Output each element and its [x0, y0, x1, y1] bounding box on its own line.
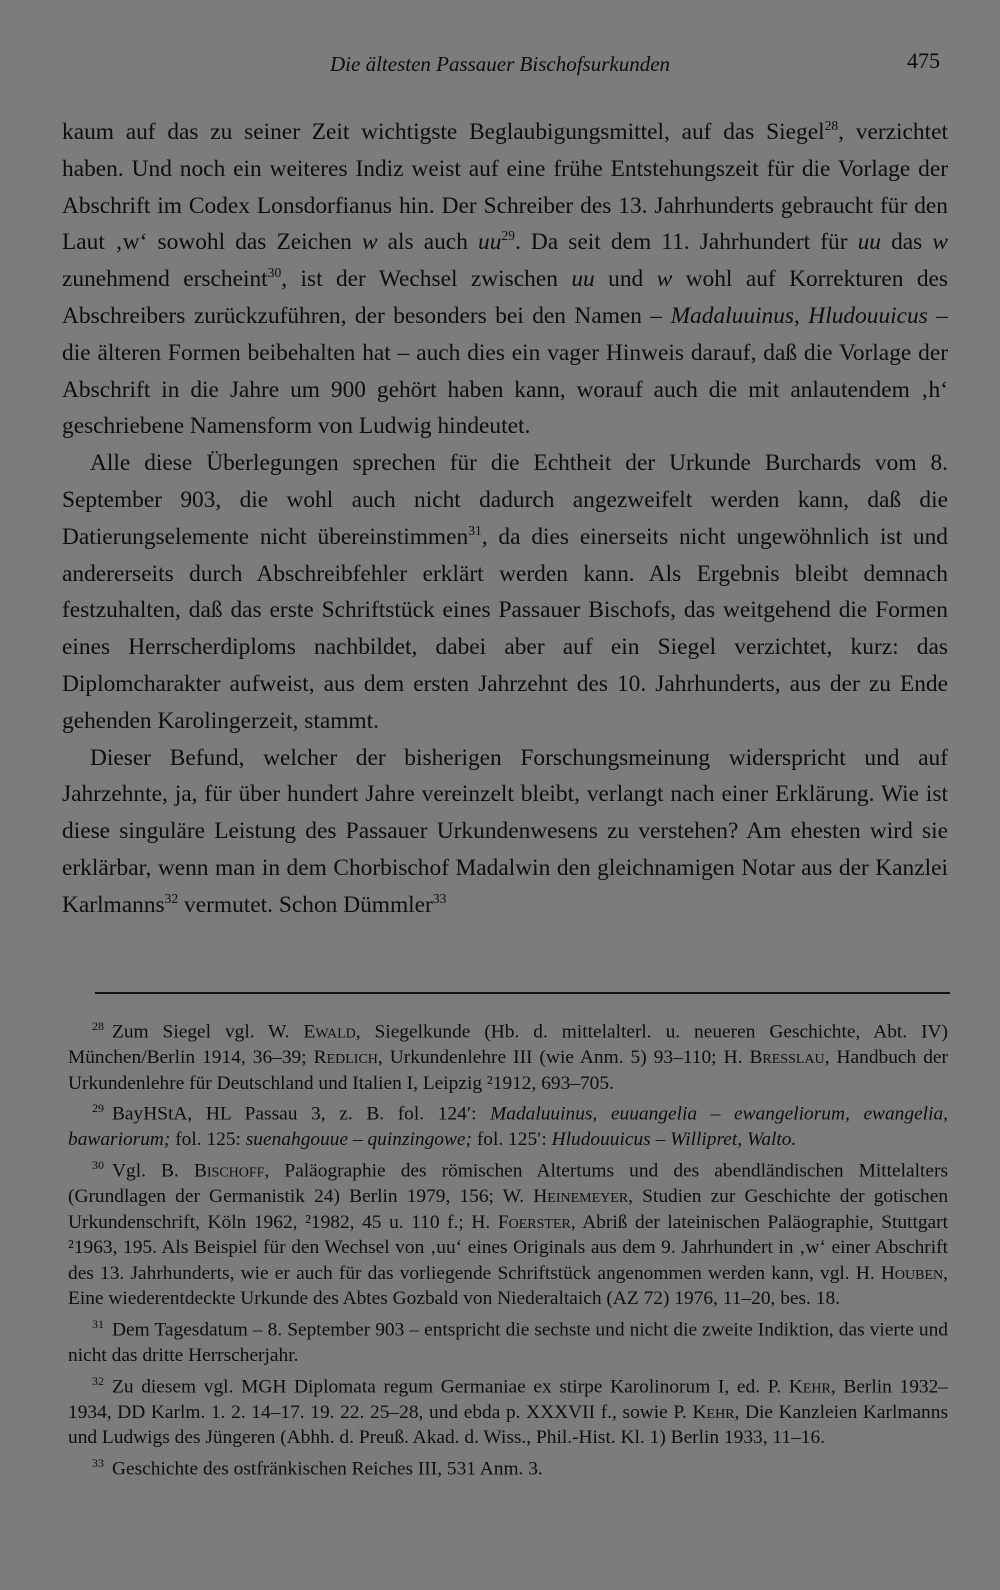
footnote-divider	[95, 992, 950, 994]
footnote-29: $^{29}$ BayHStA, HL Passau 3, z. B. fol. 124′: Madaluuinus, euuangelia – ewangeliorum, ewangelia, bawariorum; fol. 125: suenahgouue – quinzingowe; fol. 125′: Hludouuicus – Willipret, Walto.	[68, 1101, 948, 1151]
footnote-ref: 33	[432, 890, 447, 906]
footnote-ref: 30	[267, 265, 282, 281]
page-header	[62, 46, 942, 82]
footnote-30: $^{30}$ Vgl. B. Bischoff, Paläographie des römischen Altertums und des abendländischen Mittelalters (Grundlagen der Germanistik 24) Berlin 1979, 156; W. Heinemeyer, Studien zur Geschichte der gotischen Urkundenschrift, Köln 1962, ²1982, 45 u. 110 f.; H. Foerster, Abriß der lateinischen Paläographie, Stuttgart ²1963, 195. Als Beispiel für den Wechsel von ‚uu‘ eines Originals aus dem 9. Jahrhundert in ‚w‘ einer Abschrift des 13. Jahrhunderts, wie er auch für das vorliegende Schriftstück angenommen werden kann, vgl. H. Houben, Eine wiederentdeckte Urkunde des Abtes Gozbald von Niederaltaich (AZ 72) 1976, 11–20, bes. 18.	[68, 1157, 949, 1310]
footnote-ref: 28	[824, 118, 839, 134]
footnote-33: $^{33}$ Geschichte des ostfränkischen Reiches III, 531 Anm. 3.	[92, 1455, 543, 1480]
footnote-ref: 31	[468, 522, 482, 538]
running-title: Die ältesten Passauer Bischofsurkunden	[330, 52, 671, 76]
page-number: 475	[907, 48, 940, 73]
footnote-31: $^{31}$ Dem Tagesdatum – 8. September 903 – entspricht die sechste und nicht die zweite Indiktion, das vierte und nicht das dritte Herrscherjahr.	[68, 1316, 948, 1366]
footnote-ref: 32	[164, 890, 179, 906]
footnote-32: $^{32}$ Zu diesem vgl. MGH Diplomata regum Germaniae ex stirpe Karolinorum I, ed. P. Kehr, Berlin 1932–1934, DD Karlm. 1. 2. 14–17. 19. 22. 25–28, und ebda p. XXXVII f., sowie P. Kehr, Die Kanzleien Karlmanns und Ludwigs des Jüngeren (Abhh. d. Preuß. Akad. d. Wiss., Phil.-Hist. Kl. 1) Berlin 1933, 11–16.	[68, 1373, 948, 1449]
footnotes	[68, 1014, 948, 1482]
footnote-28: $^{28}$ Zum Siegel vgl. W. Ewald, Siegelkunde (Hb. d. mittelalterl. u. neueren Geschichte, Abt. IV) München/Berlin 1914, 36–39; Redlich, Urkundenlehre III (wie Anm. 5) 93–110; H. Bresslau, Handbuch der Urkundenlehre für Deutschland und Italien I, Leipzig ²1912, 693–705.	[68, 1019, 948, 1094]
footnote-ref: 29	[501, 228, 515, 244]
paragraph: Dieser Befund, welcher der bisherigen Forschungsmeinung widerspricht und auf Jahrzehnte, ja, für über hundert Jahre vereinzelt bleibt, verlangt nach einer Erklärung. Wie ist diese singuläre Leistung des Passauer Urkundenwesens zu verstehen? Am ehesten wird sie erklärbar, wenn man in dem Chorbischof Madalwin den gleichnamigen Notar aus der Kanzlei Karlmanns$^{32}$ vermutet. Schon Dümmler$^{33}$	[62, 744, 948, 918]
main-text	[62, 114, 948, 924]
paragraph: Alle diese Überlegungen sprechen für die Echtheit der Urkunde Burchards vom 8. September 903, die wohl auch nicht dadurch angezweifelt werden kann, daß die Datierungselemente nicht übereinstimmen$^{31}$, da dies einerseits nicht ungewöhnlich ist und andererseits durch Abschreibfehler erklärt werden kann. Als Ergebnis bleibt demnach festzuhalten, daß das erste Schriftstück eines Passauer Bischofs, das weitgehend die Formen eines Herrscherdiploms nachbildet, dabei aber auf ein Siegel verzichtet, kurz: das Diplomcharakter aufweist, aus dem ersten Jahrzehnt des 10. Jahrhunderts, aus der zu Ende gehenden Karolingerzeit, stammt.	[62, 450, 948, 734]
paragraph: kaum auf das zu seiner Zeit wichtigste Beglaubigungsmittel, auf das Siegel$^{28}$, verzichtet haben. Und noch ein weiteres Indiz weist auf eine frühe Entstehungszeit für die Vorlage der Abschrift im Codex Lonsdorfianus hin. Der Schreiber des 13. Jahrhunderts gebraucht für den Laut ‚w‘ sowohl das Zeichen w als auch $uu^{29}$. Da seit dem 11. Jahrhundert für uu das w zunehmend erscheint$^{30}$, ist der Wechsel zwischen uu und w wohl auf Korrekturen des Abschreibers zurückzuführen, der besonders bei den Namen – Madaluuinus, Hludouuicus – die älteren Formen beibehalten hat – auch dies ein vager Hinweis darauf, daß die Vorlage der Abschrift in die Jahre um 900 gehört haben kann, worauf auch die mit anlautendem ‚h‘ geschriebene Namensform von Ludwig hindeutet.	[62, 118, 948, 440]
